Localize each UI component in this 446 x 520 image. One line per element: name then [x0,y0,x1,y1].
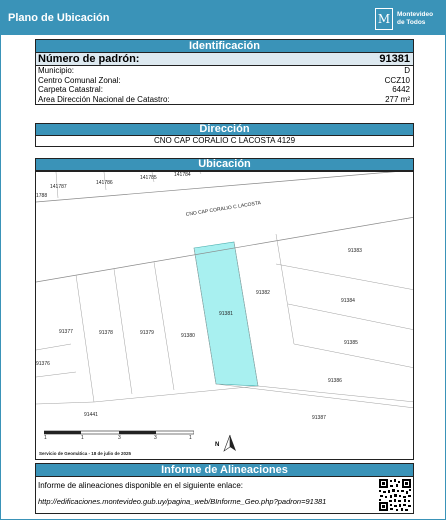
qr-code-icon[interactable] [378,478,412,512]
lot-number-label: 91385 [344,340,358,346]
parcel-line [200,172,201,174]
lot-number-label: 91441 [84,412,98,418]
parcel-line [258,386,414,402]
map-canvas [36,172,414,430]
montevideo-logo-icon: M [375,8,393,30]
north-arrow-icon [222,434,238,452]
parcel-line [216,384,414,408]
table-row [36,95,413,105]
parcel-line [276,264,414,290]
padron-value: 91381 [379,53,410,65]
lot-number-label: 91382 [256,290,270,296]
scale-tick-label: 3 [118,435,121,441]
direccion-header: Dirección [35,123,414,136]
scale-tick-label: 3 [154,435,157,441]
parcel-line [288,304,414,330]
lot-number-label: 141784 [174,172,191,178]
lot-number-label: 91377 [59,329,73,335]
table-row [36,85,413,95]
scale-tick-label: 1 [189,435,192,441]
padron-label: Número de padrón: [38,53,140,65]
scale-tick-label: 1 [44,435,47,441]
logo-line-1: Montevideo [397,11,434,18]
parcel-line [76,275,94,402]
lot-number-label: 141785 [140,175,157,181]
logo-line-2: de Todos [397,19,426,26]
row-label: Area Dirección Nacional de Catastro: [38,94,170,104]
title-bar [1,1,445,35]
scale-tick-label: 1 [81,435,84,441]
row-label: Carpeta Catastral: [38,85,103,94]
alineaciones-panel [35,476,414,514]
north-label: N [215,442,220,448]
lot-number-label: 91387 [312,415,326,421]
lot-number-label: 91383 [348,248,362,254]
alineaciones-header: Informe de Alineaciones [35,463,414,477]
row-value: CCZ10 [384,75,410,85]
row-label: Centro Comunal Zonal: [38,75,121,85]
map-credit: Servicio de Geomática - 18 de julio de 2025 [39,451,132,456]
table-row [36,66,413,76]
padron-row [36,53,413,66]
logo-text [397,11,443,27]
parcel-line [36,344,71,350]
map-footer [36,430,414,460]
row-value: 277 m² [385,94,410,104]
alineaciones-link[interactable]: http://edificaciones.montevideo.gub.uy/pagina_web/BInforme_Geo.php?padron=91381 [38,497,327,506]
parcel-line [154,262,174,390]
lot-number-label: 91381 [219,311,233,317]
row-label: Municipio: [38,66,75,75]
lot-number-label: 91379 [140,330,154,336]
parcel-line [114,269,132,394]
parcel-line [294,344,414,368]
identificacion-table [35,53,414,105]
lot-number-label: 91384 [341,298,355,304]
street-name-label: CNO CAP CORALIO C LACOSTA [185,200,262,218]
parcel-line [276,234,294,344]
location-map[interactable] [35,171,414,460]
lot-number-label: 91380 [181,333,195,339]
ubicacion-header: Ubicación [35,158,414,171]
alineaciones-text: Informe de alineaciones disponible en el siguiente enlace: [38,481,244,490]
direccion-value: CNO CAP CORALIO C LACOSTA 4129 [35,136,414,147]
parcel-line [36,372,76,377]
lot-number-label: 91386 [328,378,342,384]
lot-number-label: 91378 [99,330,113,336]
street-edge-top [36,172,414,202]
row-value: D [404,66,410,75]
parcel-line [36,402,94,404]
row-value: 6442 [392,85,410,94]
identificacion-header: Identificación [35,39,414,53]
lot-number-label: 91376 [36,361,50,367]
page-title: Plano de Ubicación [8,12,110,24]
lot-number-label: 141787 [50,184,67,190]
table-row [36,76,413,86]
lot-number-label: 1788 [36,193,48,199]
parcel-line [94,386,258,402]
lot-number-label: 141786 [96,180,113,186]
